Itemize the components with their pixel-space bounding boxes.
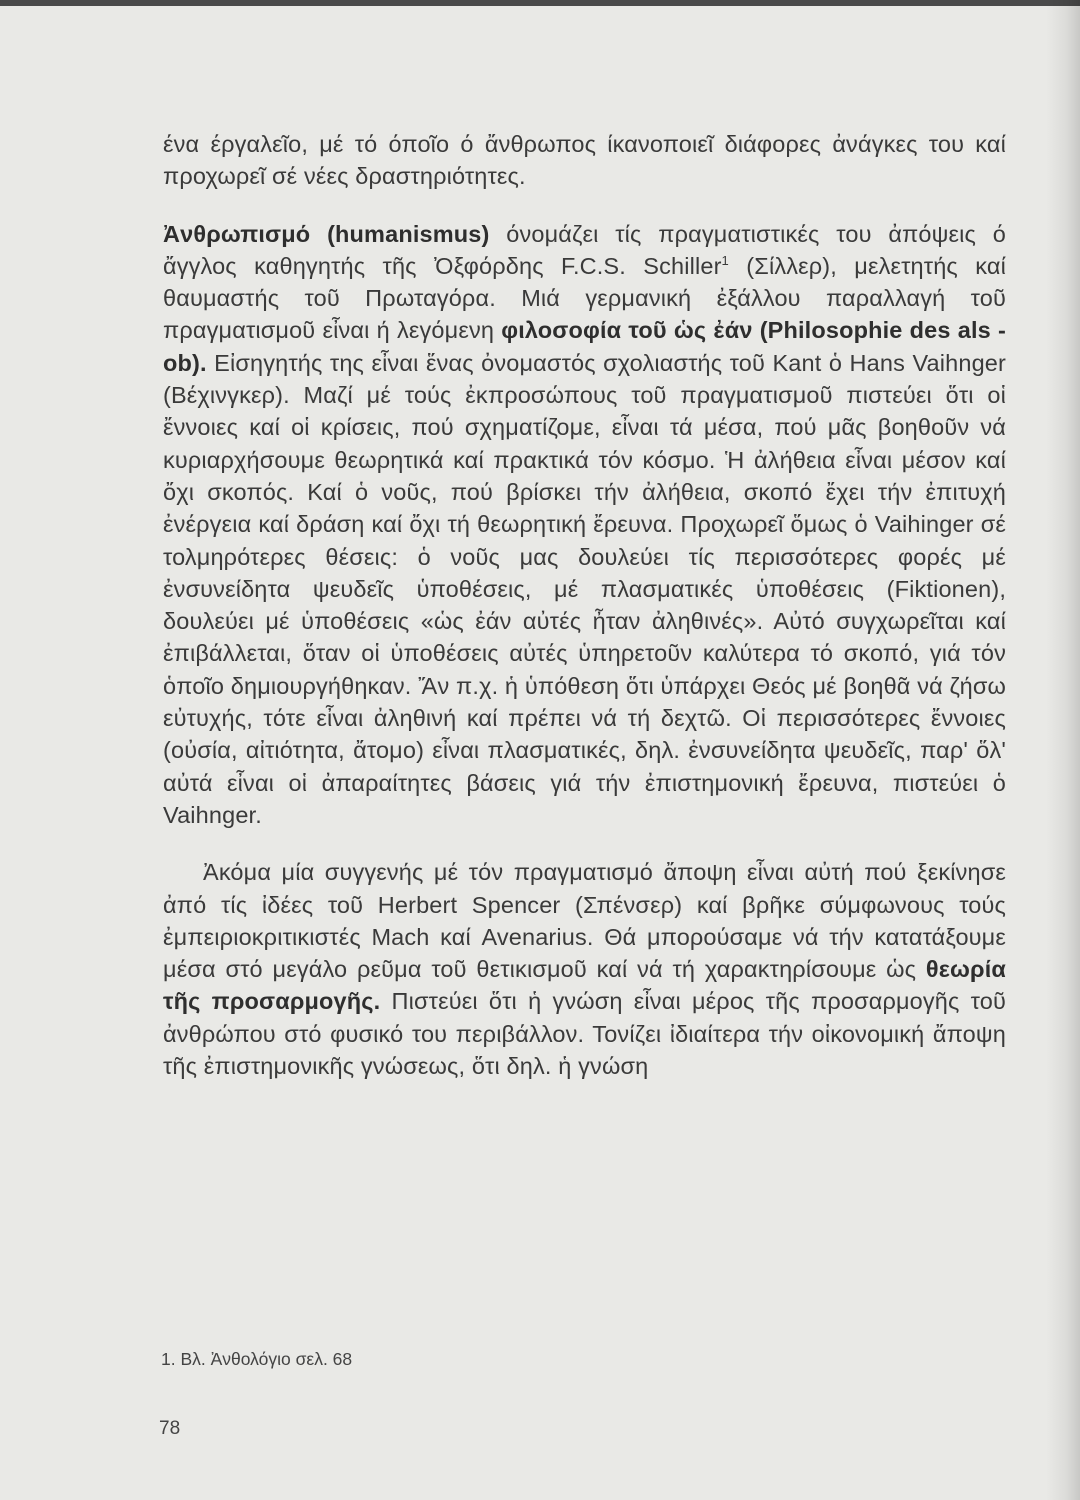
- footnote: 1. Βλ. Ἀνθολόγιο σελ. 68: [161, 1349, 353, 1369]
- paragraph-continuation: [163, 128, 1006, 193]
- paragraph-humanism: [163, 218, 1006, 832]
- paragraph-2-text-a: όνομάζει τίς πραγματιστικές του ἀπόψεις ό ἄγγλος καθηγητής τῆς Ὀξφόρδης F.C.S. Schiller: [163, 220, 1006, 279]
- term-humanism: Ἀνθρωπισμό (humanismus): [163, 220, 490, 247]
- paragraph-1-text: ένα έργαλεῖο, μέ τό όποῖο ό ἄνθρωπος ίκανοποιεῖ διάφορες ἀνάγκες του καί προχωρεῖ σέ νέες δραστηριότητες.: [163, 131, 1006, 190]
- term-adaptation-theory: θεωρία τῆς προσαρμογῆς.: [163, 956, 1006, 1015]
- page-top-edge: [0, 0, 1080, 6]
- paragraph-2-text-c: Εἰσηγητής της εἶναι ἕνας ὀνομαστός σχολιαστής τοῦ Kant ὁ Hans Vaihnger (Βέχινγκερ). Μαζί μέ τούς ἐκπροσώπους τοῦ πραγματισμοῦ πιστεύει ὅτι οἱ ἔννοιες καί οἱ κρίσεις, πού σχηματίζομε, εἶναι τά μέσα, πού μᾶς βοηθοῦν νά κυριαρχήσουμε θεωρητικά καί πρακτικά τόν κόσμο. Ἡ ἀλήθεια εἶναι μέσον καί ὄχι σκοπός. Καί ὁ νοῦς, πού βρίσκει τήν ἀλήθεια, σκοπό ἔχει τήν ἐπιτυχή ἐνέργεια καί δράση καί ὄχι τή θεωρητική ἔρευνα. Προχωρεῖ ὅμως ὁ Vaihinger σέ τολμηρότερες θέσεις: ὁ νοῦς μας δουλεύει τίς περισσότερες φορές μέ ἐνσυνείδητα ψευδεῖς ὑποθέσεις, μέ πλασματικές ὑποθέσεις (Fiktionen), δουλεύει μέ ὑποθέσεις «ὡς ἐάν αὐτές ἦταν ἀληθινές». Αὐτό συγχωρεῖται καί ἐπιβάλλεται, ὅταν οἱ ὑποθέσεις αὐτές ὑπηρετοῦν καλύτερα τό σκοπό, γιά τόν ὁποῖο δημιουργήθηκαν. Ἄν π.χ. ἡ ὑπόθεση ὅτι ὑπάρχει Θεός μέ βοηθᾶ νά ζήσω εὐτυχής, τότε εἶναι ἀληθινή καί πρέπει νά τή δεχτῶ. Οἱ περισσότερες ἔννοιες (οὐσία, αἰτιότητα, ἄτομο) εἶναι πλασματικές, δηλ. ἐνσυνείδητα ψευδεῖς, παρ' ὅλ' αὐτά εἶναι οἱ ἀπαραίτητες βάσεις γιά τήν ἐπιστημονική ἔρευνα, πιστεύει ὁ Vaihnger.: [163, 349, 1006, 828]
- paragraph-3-text-b: Πιστεύει ὅτι ἡ γνώση εἶναι μέρος τῆς προσαρμογῆς τοῦ ἀνθρώπου στό φυσικό του περιβάλλον. Τονίζει ἰδιαίτερα τήν οἰκονομική ἄποψη τῆς ἐπιστημονικῆς γνώσεως, ὅτι δηλ. ἡ γνώση: [163, 988, 1006, 1080]
- footnote-reference: 1: [721, 253, 729, 269]
- paragraph-2-text-b: (Σίλλερ), μελετητής καί θαυμαστής τοῦ Πρωταγόρα. Μιά γερμανική ἐξάλλου παραλλαγή τοῦ πραγματισμοῦ εἶναι ή λεγόμενη: [163, 252, 1006, 344]
- page-binding-shadow: [1046, 0, 1080, 1500]
- main-text: [163, 128, 1006, 1082]
- page-number: 78: [159, 1418, 181, 1439]
- paragraph-adaptation: [163, 856, 1006, 1082]
- term-philosophy-as-if: φιλοσοφία τοῦ ὡς ἐάν (Philosophie des als - ob).: [163, 317, 1006, 376]
- paragraph-3-text-a: Ἀκόμα μία συγγενής μέ τόν πραγματισμό ἄποψη εἶναι αὐτή πού ξεκίνησε ἀπό τίς ἰδέες τοῦ Herbert Spencer (Σπένσερ) καί βρῆκε σύμφωνους τούς ἐμπειριοκριτικιστές Mach καί Avenarius. Θά μπορούσαμε νά τήν κατατάξουμε μέσα στό μεγάλο ρεῦμα τοῦ θετικισμοῦ καί νά τή χαρακτηρίσουμε ὡς: [163, 859, 1006, 983]
